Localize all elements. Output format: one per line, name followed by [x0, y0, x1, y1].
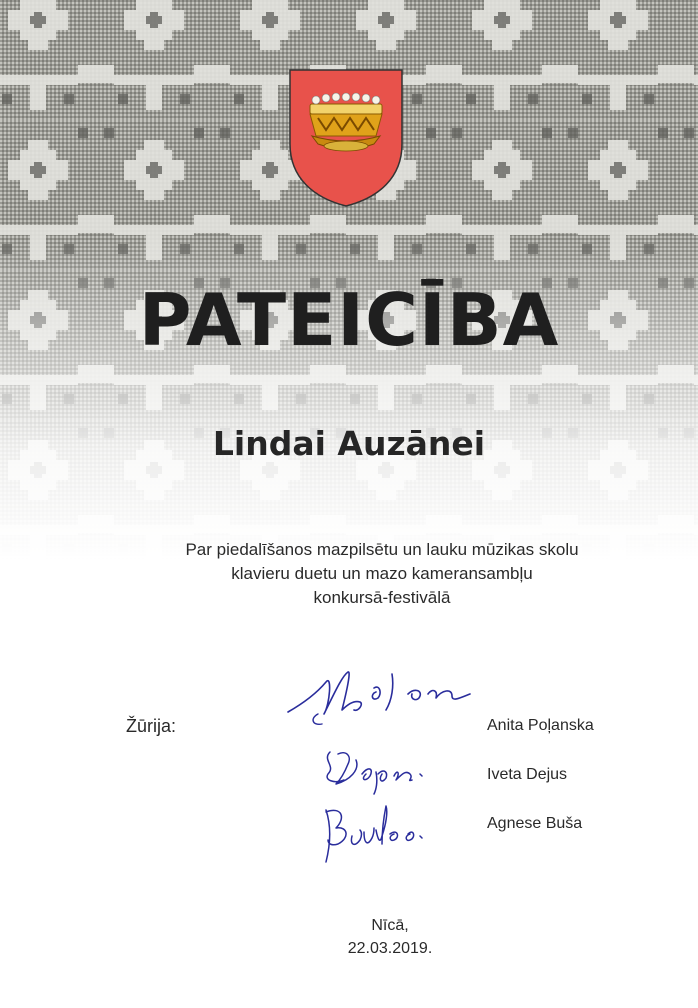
place: Nīcā,: [371, 917, 409, 934]
jury-member-name: Anita Poļanska: [487, 717, 594, 734]
certificate-title: PATEICĪBA: [138, 278, 560, 362]
award-reason: [0, 538, 698, 610]
signature-anita-polanska: [282, 664, 478, 730]
signature-agnese-busa: [316, 800, 436, 870]
jury-member-name: Agnese Buša: [487, 815, 583, 832]
jury-member-name: Iveta Dejus: [487, 766, 568, 783]
coat-of-arms-shield: [286, 66, 406, 208]
reason-line: konkursā-festivālā: [313, 588, 451, 607]
reason-line: klavieru duetu un mazo kameransambļu: [231, 564, 533, 583]
reason-line: Par piedalīšanos mazpilsētu un lauku mūzikas skolu: [185, 540, 579, 559]
jury-label: Žūrija:: [126, 716, 177, 736]
date: 22.03.2019.: [347, 940, 433, 957]
signature-iveta-dejus: [316, 744, 434, 796]
recipient-name: Lindai Auzānei: [212, 424, 486, 463]
